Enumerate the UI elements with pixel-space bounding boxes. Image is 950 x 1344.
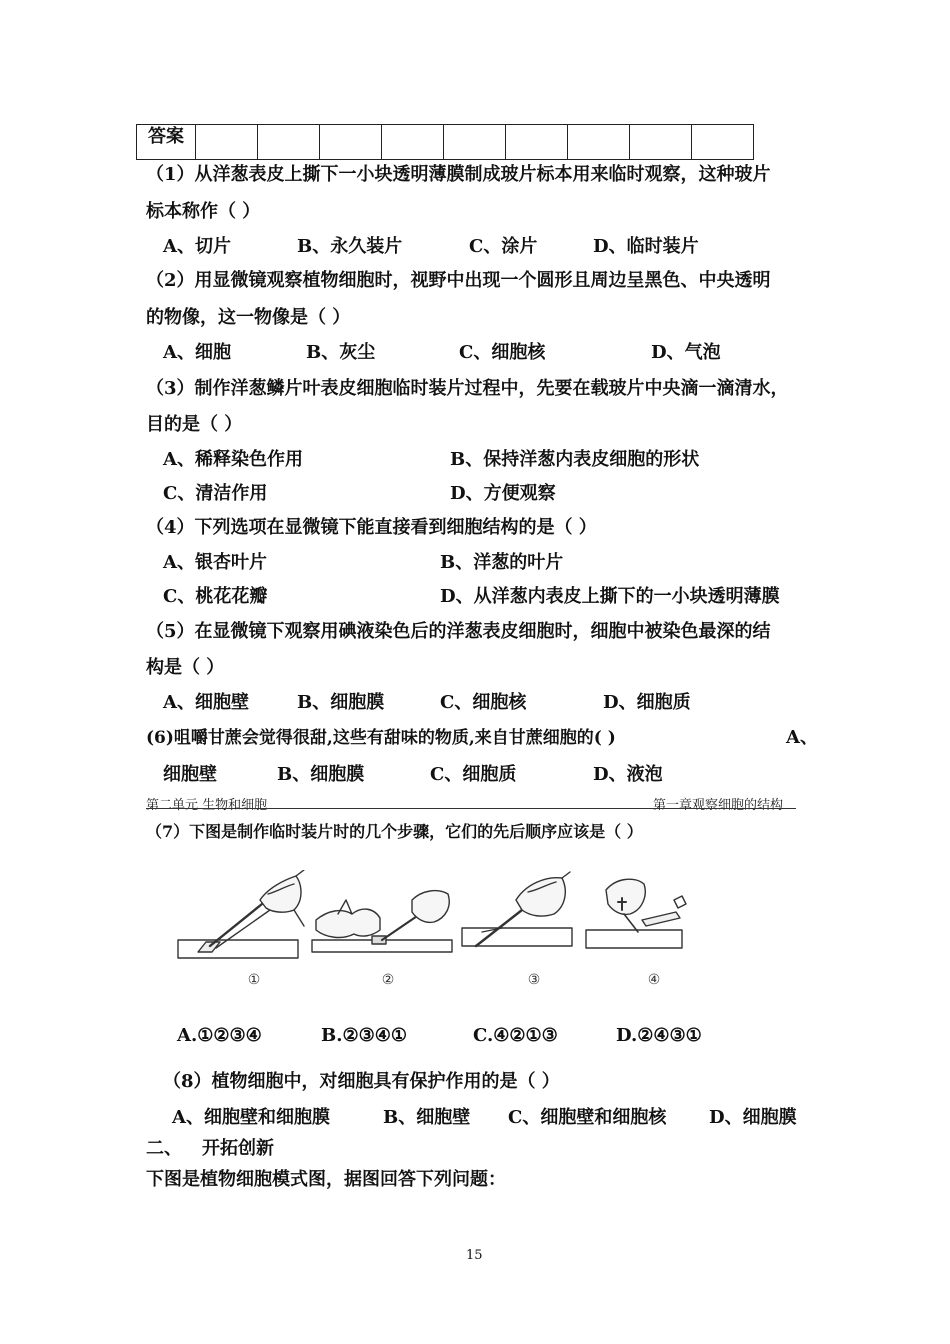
q4-option-c: C、桃花花瓣 [163,586,268,607]
q7-option-d: D.②④③① [616,1025,702,1046]
q6-option-d: D、液泡 [593,764,663,785]
step-label-2: ② [381,972,395,988]
q8-option-d: D、细胞膜 [709,1107,797,1128]
slide-steps-illustration [176,870,692,990]
answer-cell[interactable] [630,125,692,160]
step-3-illustration [462,872,572,946]
question-8-line-1: （8）植物细胞中，对细胞具有保护作用的是（ ） [163,1071,560,1092]
q7-option-b: B.②③④① [321,1025,408,1046]
step-2-illustration [312,891,452,952]
step-label-4: ④ [647,972,661,988]
answer-cell[interactable] [444,125,506,160]
q1-option-d: D、临时装片 [593,236,699,257]
q7-option-a: A.①②③④ [177,1025,262,1046]
q6-option-c: C、细胞质 [430,764,517,785]
section-2-intro: 下图是植物细胞模式图，据图回答下列问题： [146,1169,506,1190]
q8-option-a: A、细胞壁和细胞膜 [172,1107,330,1128]
answer-label: 答案 [137,125,196,160]
question-5-line-2: 构是（ ） [146,657,225,678]
q5-option-b: B、细胞膜 [297,692,385,713]
answer-table [136,124,754,160]
q5-option-c: C、细胞核 [440,692,527,713]
question-3-line-2: 目的是（ ） [146,414,243,435]
q4-option-b: B、洋葱的叶片 [440,552,564,573]
question-1-line-1: （1）从洋葱表皮上撕下一小块透明薄膜制成玻片标本用来临时观察，这种玻片 [146,164,771,185]
q8-option-c: C、细胞壁和细胞核 [508,1107,667,1128]
page-number: 15 [466,1248,483,1263]
q2-option-d: D、气泡 [651,342,721,363]
answer-cell[interactable] [692,125,754,160]
answer-cell[interactable] [568,125,630,160]
question-6-line-1: (6)咀嚼甘蔗会觉得很甜,这些有甜味的物质,来自甘蔗细胞的( ) [146,728,616,748]
q2-option-c: C、细胞核 [459,342,546,363]
answer-cell[interactable] [320,125,382,160]
step-label-3: ③ [527,972,541,988]
section-2-title: 开拓创新 [202,1138,274,1159]
step-4-illustration [586,879,686,948]
question-7-line-1: （7）下图是制作临时装片时的几个步骤，它们的先后顺序应该是（ ） [146,822,643,841]
q8-option-b: B、细胞壁 [383,1107,471,1128]
header-rule [146,808,796,809]
answer-cell[interactable] [196,125,258,160]
q6-option-a: 细胞壁 [163,764,217,785]
question-5-line-1: （5）在显微镜下观察用碘液染色后的洋葱表皮细胞时，细胞中被染色最深的结 [146,621,771,642]
q1-option-a: A、切片 [163,236,231,257]
q3-option-a: A、稀释染色作用 [163,449,303,470]
q7-option-c: C.④②①③ [473,1025,558,1046]
section-2-number: 二、 [146,1138,182,1159]
q2-option-b: B、灰尘 [306,342,376,363]
q5-option-a: A、细胞壁 [163,692,249,713]
q4-option-a: A、银杏叶片 [163,552,267,573]
q4-option-d: D、从洋葱内表皮上撕下的一小块透明薄膜 [440,586,780,607]
q3-option-c: C、清洁作用 [163,483,268,504]
q6-option-b: B、细胞膜 [277,764,365,785]
question-2-line-2: 的物像，这一物像是（ ） [146,307,351,328]
q5-option-d: D、细胞质 [603,692,691,713]
q3-option-b: B、保持洋葱内表皮细胞的形状 [450,449,700,470]
answer-cell[interactable] [258,125,320,160]
question-4-line-1: （4）下列选项在显微镜下能直接看到细胞结构的是（ ） [146,517,597,538]
q1-option-b: B、永久装片 [297,236,403,257]
question-3-line-1: （3）制作洋葱鳞片叶表皮细胞临时装片过程中，先要在载玻片中央滴一滴清水， [146,378,789,399]
step-label-1: ① [247,972,261,988]
answer-cell[interactable] [506,125,568,160]
q3-option-d: D、方便观察 [450,483,556,504]
question-2-line-1: （2）用显微镜观察植物细胞时，视野中出现一个圆形且周边呈黑色、中央透明 [146,270,771,291]
q1-option-c: C、涂片 [469,236,538,257]
answer-cell[interactable] [382,125,444,160]
q6-option-a-prefix: A、 [786,727,818,748]
q2-option-a: A、细胞 [163,342,231,363]
question-1-line-2: 标本称作（ ） [146,201,261,222]
step-1-illustration [178,870,304,958]
header-left: 第二单元 生物和细胞 [146,798,268,813]
header-right: 第一章观察细胞的结构 [653,798,784,813]
